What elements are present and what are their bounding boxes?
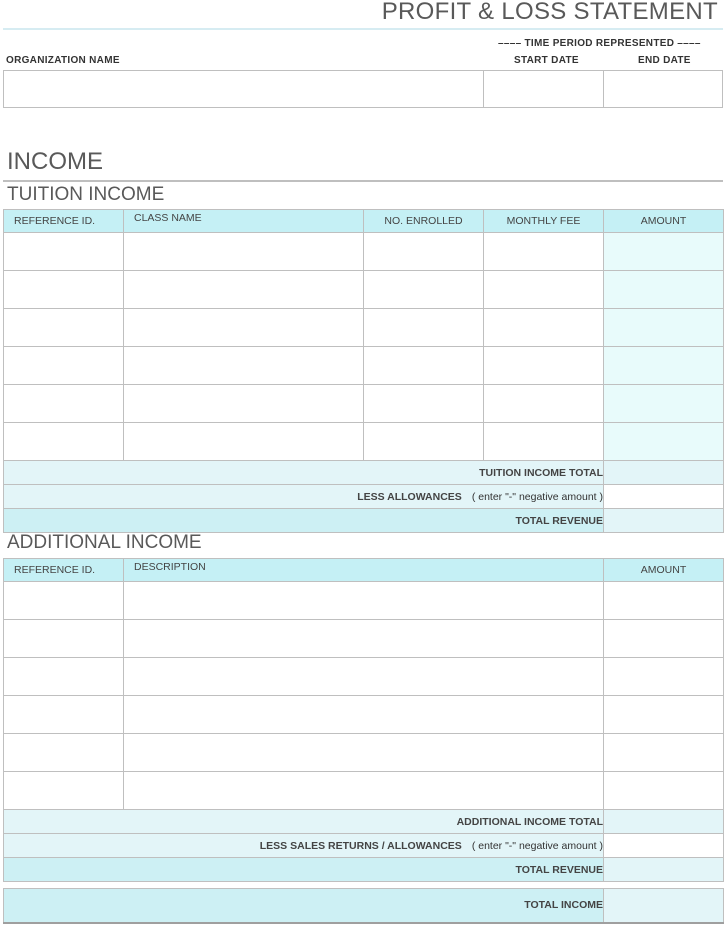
table-cell[interactable] bbox=[484, 347, 604, 385]
column-header: CLASS NAME bbox=[124, 210, 364, 233]
table-row bbox=[4, 271, 724, 309]
amount-cell[interactable] bbox=[604, 772, 724, 810]
additional-income-heading: ADDITIONAL INCOME bbox=[7, 532, 202, 553]
total-income-table bbox=[3, 888, 724, 924]
total-income-value[interactable] bbox=[604, 889, 724, 923]
table-cell[interactable] bbox=[124, 658, 604, 696]
amount-cell[interactable] bbox=[604, 620, 724, 658]
table-row bbox=[4, 423, 724, 461]
column-header: DESCRIPTION bbox=[124, 559, 604, 582]
column-header: NO. ENROLLED bbox=[364, 210, 484, 233]
allowances-label: LESS ALLOWANCES bbox=[357, 490, 462, 503]
organization-name-label: ORGANIZATION NAME bbox=[6, 55, 120, 66]
amount-cell[interactable] bbox=[604, 734, 724, 772]
column-header: MONTHLY FEE bbox=[484, 210, 604, 233]
table-row bbox=[4, 772, 724, 810]
table-cell[interactable] bbox=[484, 423, 604, 461]
table-cell[interactable] bbox=[4, 696, 124, 734]
page-title: PROFIT & LOSS STATEMENT bbox=[381, 0, 718, 25]
table-cell[interactable] bbox=[364, 347, 484, 385]
table-cell[interactable] bbox=[364, 271, 484, 309]
table-cell[interactable] bbox=[124, 271, 364, 309]
table-cell[interactable] bbox=[484, 233, 604, 271]
table-cell[interactable] bbox=[484, 271, 604, 309]
table-cell[interactable] bbox=[4, 658, 124, 696]
table-cell[interactable] bbox=[124, 233, 364, 271]
tuition-income-heading: TUITION INCOME bbox=[7, 184, 165, 205]
tuition-total-row bbox=[4, 461, 724, 485]
tuition-revenue-value[interactable] bbox=[604, 509, 724, 533]
sales-returns-row bbox=[4, 834, 724, 858]
table-cell[interactable] bbox=[124, 734, 604, 772]
allowances-label-cell bbox=[4, 485, 604, 509]
amount-cell[interactable] bbox=[604, 658, 724, 696]
table-cell[interactable] bbox=[4, 423, 124, 461]
additional-income-table bbox=[3, 558, 724, 882]
amount-cell[interactable] bbox=[604, 347, 724, 385]
column-header: AMOUNT bbox=[604, 559, 724, 582]
tuition-total-value[interactable] bbox=[604, 461, 724, 485]
table-row bbox=[4, 582, 724, 620]
amount-cell[interactable] bbox=[604, 696, 724, 734]
sales-returns-note: ( enter "-" negative amount ) bbox=[471, 839, 603, 852]
organization-name-field[interactable] bbox=[3, 70, 484, 108]
table-cell[interactable] bbox=[4, 734, 124, 772]
total-income-row bbox=[4, 889, 724, 923]
table-row bbox=[4, 696, 724, 734]
table-row bbox=[4, 620, 724, 658]
table-cell[interactable] bbox=[124, 423, 364, 461]
end-date-field[interactable] bbox=[603, 70, 723, 108]
total-income-label: TOTAL INCOME bbox=[4, 889, 604, 923]
table-row bbox=[4, 233, 724, 271]
additional-total-label: ADDITIONAL INCOME TOTAL bbox=[4, 810, 604, 834]
column-header: REFERENCE ID. bbox=[4, 210, 124, 233]
table-cell[interactable] bbox=[4, 271, 124, 309]
table-cell[interactable] bbox=[4, 772, 124, 810]
table-row bbox=[4, 309, 724, 347]
table-cell[interactable] bbox=[124, 696, 604, 734]
table-row bbox=[4, 347, 724, 385]
table-cell[interactable] bbox=[124, 385, 364, 423]
tuition-total-label: TUITION INCOME TOTAL bbox=[4, 461, 604, 485]
allowances-note: ( enter "-" negative amount ) bbox=[471, 490, 603, 503]
additional-revenue-label: TOTAL REVENUE bbox=[4, 858, 604, 882]
amount-cell[interactable] bbox=[604, 385, 724, 423]
start-date-field[interactable] bbox=[483, 70, 604, 108]
allowances-value[interactable] bbox=[604, 485, 724, 509]
table-cell[interactable] bbox=[124, 620, 604, 658]
income-heading: INCOME bbox=[7, 148, 103, 175]
table-cell[interactable] bbox=[4, 309, 124, 347]
end-date-label: END DATE bbox=[638, 55, 691, 66]
sales-returns-label-cell bbox=[4, 834, 604, 858]
tuition-revenue-row bbox=[4, 509, 724, 533]
sales-returns-label: LESS SALES RETURNS / ALLOWANCES bbox=[259, 839, 462, 852]
amount-cell[interactable] bbox=[604, 423, 724, 461]
start-date-label: START DATE bbox=[514, 55, 579, 66]
table-cell[interactable] bbox=[124, 309, 364, 347]
table-cell[interactable] bbox=[364, 423, 484, 461]
table-cell[interactable] bbox=[484, 309, 604, 347]
additional-total-value[interactable] bbox=[604, 810, 724, 834]
table-cell[interactable] bbox=[4, 347, 124, 385]
column-header: AMOUNT bbox=[604, 210, 724, 233]
table-cell[interactable] bbox=[4, 620, 124, 658]
table-cell[interactable] bbox=[124, 582, 604, 620]
table-row bbox=[4, 658, 724, 696]
table-cell[interactable] bbox=[364, 385, 484, 423]
table-cell[interactable] bbox=[4, 233, 124, 271]
additional-revenue-row bbox=[4, 858, 724, 882]
income-divider bbox=[3, 180, 723, 182]
table-cell[interactable] bbox=[124, 347, 364, 385]
additional-total-row bbox=[4, 810, 724, 834]
amount-cell[interactable] bbox=[604, 582, 724, 620]
table-header-row bbox=[4, 210, 724, 233]
allowances-row bbox=[4, 485, 724, 509]
amount-cell[interactable] bbox=[604, 233, 724, 271]
additional-revenue-value[interactable] bbox=[604, 858, 724, 882]
table-cell[interactable] bbox=[4, 385, 124, 423]
title-divider bbox=[3, 28, 723, 30]
table-row bbox=[4, 385, 724, 423]
tuition-revenue-label: TOTAL REVENUE bbox=[4, 509, 604, 533]
table-cell[interactable] bbox=[4, 582, 124, 620]
amount-cell[interactable] bbox=[604, 309, 724, 347]
sales-returns-value[interactable] bbox=[604, 834, 724, 858]
table-cell[interactable] bbox=[124, 772, 604, 810]
time-period-label: –––– TIME PERIOD REPRESENTED –––– bbox=[498, 38, 701, 49]
table-cell[interactable] bbox=[364, 233, 484, 271]
table-cell[interactable] bbox=[484, 385, 604, 423]
table-row bbox=[4, 734, 724, 772]
column-header: REFERENCE ID. bbox=[4, 559, 124, 582]
table-header-row bbox=[4, 559, 724, 582]
amount-cell[interactable] bbox=[604, 271, 724, 309]
table-cell[interactable] bbox=[364, 309, 484, 347]
tuition-income-table bbox=[3, 209, 724, 533]
